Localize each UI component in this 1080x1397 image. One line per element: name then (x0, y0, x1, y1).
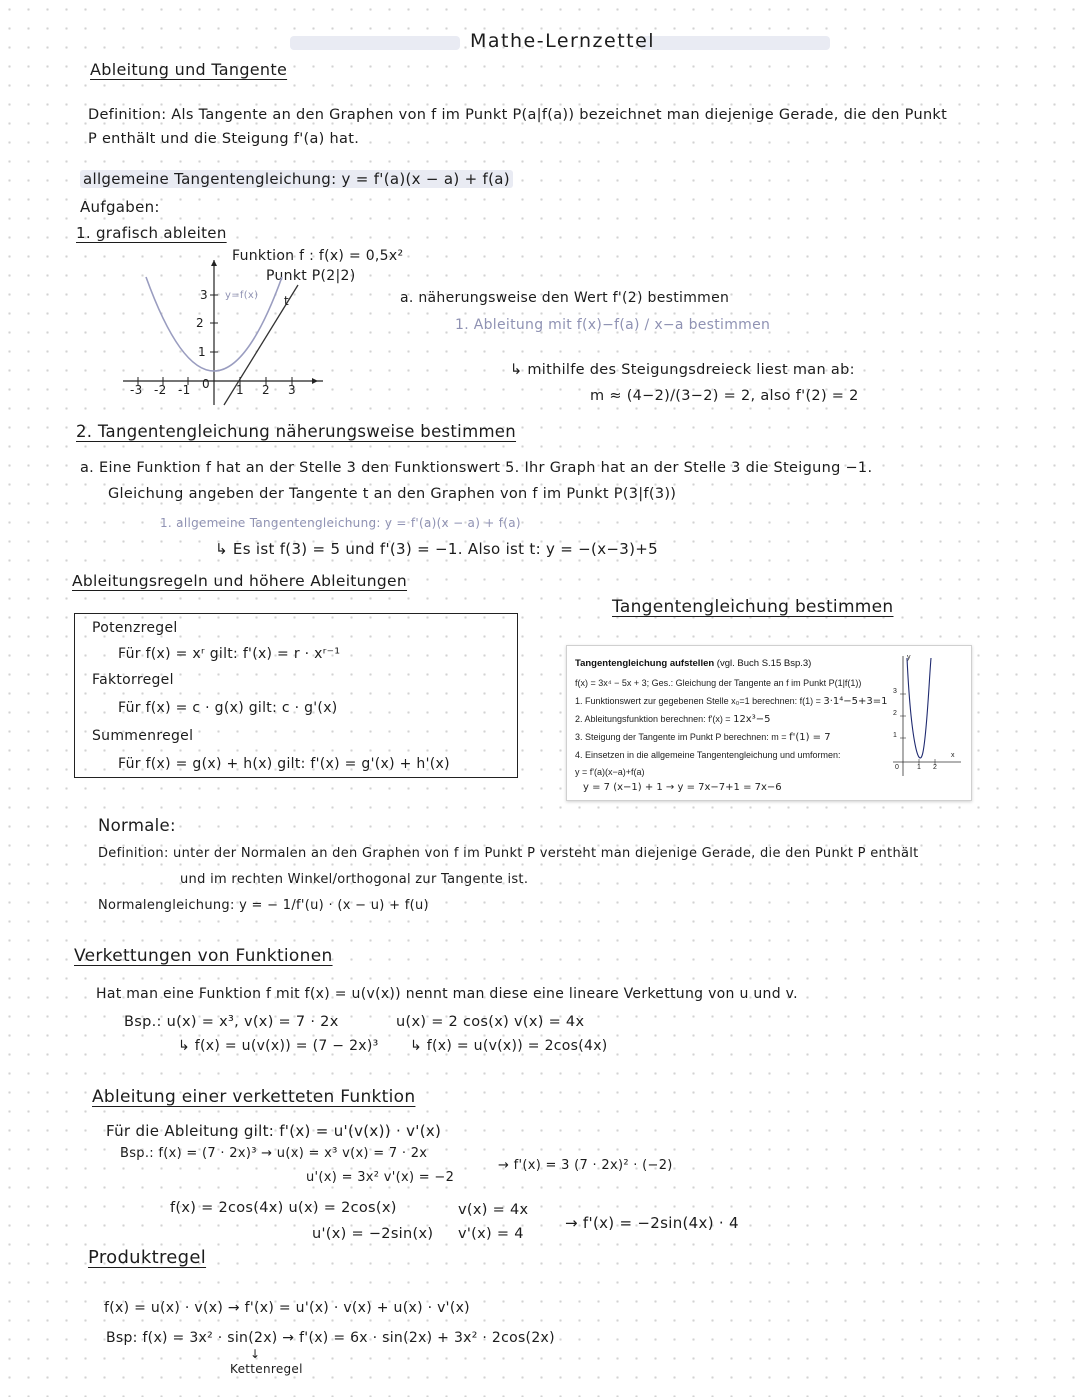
card-step3 (575, 732, 831, 743)
card-step3-hw: f'(1) = 7 (789, 732, 831, 743)
section-heading-ableitungsregeln: Ableitungsregeln und höhere Ableitungen (72, 572, 408, 590)
card-step2 (575, 714, 770, 725)
derivative-rules-box (74, 613, 518, 778)
graph-x-tick-0: 0 (202, 377, 210, 391)
card-step2-hw: 12x³−5 (733, 714, 771, 725)
tasks-label: Aufgaben: (80, 198, 160, 216)
normale-definition-line1: Definition: unter der Normalen an den Graphen von f im Punkt P versteht man diejenige Gerade, die den Punkt P enthält (98, 846, 919, 861)
kettenregel-example2-result: → f'(x) = −2sin(4x) · 4 (565, 1214, 739, 1232)
title-highlight-left (290, 36, 460, 50)
card-eq-handwritten: y = 7 (x−1) + 1 → y = 7x−7+1 = 7x−6 (583, 782, 782, 793)
kettenregel-example1: Bsp.: f(x) = (7 · 2x)³ → u(x) = x³ v(x) = 7 · 2x (120, 1146, 428, 1161)
verkettung-intro: Hat man eine Funktion f mit f(x) = u(v(x)) nennt man diese eine lineare Verkettung von u und v. (96, 986, 798, 1002)
card-step3-text: 3. Steigung der Tangente im Punkt P berechnen: m = (575, 732, 790, 742)
graph-y-tick-2: 2 (196, 316, 204, 330)
produktregel-example: Bsp: f(x) = 3x² · sin(2x) → f'(x) = 6x · sin(2x) + 3x² · 2cos(2x) (106, 1330, 555, 1346)
card-step1-hw: 3·1⁴−5+3=1 (823, 696, 888, 707)
verkettung-example2-result: ↳ f(x) = u(v(x)) = 2cos(4x) (410, 1038, 608, 1054)
verkettung-example1: Bsp.: u(x) = x³, v(x) = 7 · 2x (124, 1014, 339, 1030)
kettenregel-example2-vderiv: v'(x) = 4 (458, 1226, 524, 1242)
graph-function-label: Funktion f : f(x) = 0,5x² (232, 248, 404, 264)
card-title-ref: (vgl. Buch S.15 Bsp.3) (714, 658, 812, 669)
kettenregel-example2-v: v(x) = 4x (458, 1202, 529, 1218)
graph-curve-label: y=f(x) (225, 290, 259, 301)
card-graph (889, 652, 965, 780)
card-given: f(x) = 3x⁴ − 5x + 3; Ges.: Gleichung der Tangente an f im Punkt P(1|f(1)) (575, 678, 862, 688)
graph-x-tick-1: 1 (236, 383, 244, 397)
task2-result: ↳ Es ist f(3) = 5 und f'(3) = −1. Also ist t: y = −(x−3)+5 (215, 540, 658, 558)
section-heading-verkettungen: Verkettungen von Funktionen (74, 946, 333, 966)
card-step2-text: 2. Ableitungsfunktion berechnen: f'(x) = (575, 714, 734, 724)
card-graph-axis-x: x (951, 752, 955, 759)
graph-x-tick-n1: -1 (178, 383, 191, 397)
graph-x-tick-3: 3 (288, 383, 296, 397)
general-tangent-equation (80, 170, 513, 188)
card-graph-x2: 2 (933, 764, 937, 771)
section-heading-ableitung-tangente: Ableitung und Tangente (90, 60, 288, 79)
card-eq: y = f'(a)(x−a)+f(a) (575, 767, 645, 777)
card-step4: 4. Einsetzen in die allgemeine Tangentengleichung und umformen: (575, 750, 841, 760)
title-highlight-right (640, 36, 830, 50)
rule-formula-faktorregel: Für f(x) = c · g(x) gilt: c · g'(x) (118, 700, 338, 716)
produktregel-note: Kettenregel (230, 1362, 303, 1376)
normalengleichung: Normalengleichung: y = − 1/f'(u) · (x − u) + f(u) (98, 898, 429, 913)
graph-x-tick-2: 2 (262, 383, 270, 397)
card-graph-y2: 2 (893, 710, 897, 717)
kettenregel-example1-result: → f'(x) = 3 (7 · 2x)² · (−2) (498, 1158, 673, 1173)
graph-x-tick-n2: -2 (154, 383, 167, 397)
card-graph-x1: 1 (917, 764, 921, 771)
kettenregel-example2-uderiv: u'(x) = −2sin(x) (312, 1226, 434, 1242)
step-a: a. näherungsweise den Wert f'(2) bestimmen (400, 290, 730, 306)
section-heading-normale: Normale: (98, 816, 176, 835)
tangent-definition-line1: Definition: Als Tangente an den Graphen von f im Punkt P(a|f(a)) bezeichnet man diejenige Gerade, die den Punkt (88, 107, 948, 123)
graph-x-tick-n3: -3 (130, 383, 143, 397)
card-step1-text: 1. Funktionswert zur gegebenen Stelle x₀=1 berechnen: f(1) = (575, 696, 824, 706)
rule-name-faktorregel: Faktorregel (92, 672, 174, 688)
verkettung-example1-result: ↳ f(x) = u(v(x)) = (7 − 2x)³ (178, 1038, 379, 1054)
card-title (575, 658, 811, 669)
rule-formula-summenregel: Für f(x) = g(x) + h(x) gilt: f'(x) = g'(x) + h'(x) (118, 756, 450, 772)
tangent-example-card (566, 645, 972, 801)
rule-name-summenregel: Summenregel (92, 728, 194, 744)
kettenregel-rule: Für die Ableitung gilt: f'(x) = u'(v(x)) · v'(x) (106, 1122, 442, 1140)
card-step1 (575, 696, 888, 707)
task2-step1: 1. allgemeine Tangentengleichung: y = f'(a)(x − a) + f(a) (160, 516, 521, 530)
general-tangent-equation-text: allgemeine Tangentengleichung: y = f'(a)(x − a) + f(a) (80, 170, 513, 188)
step-a1: 1. Ableitung mit f(x)−f(a) / x−a bestimmen (455, 317, 771, 333)
section-heading-produktregel: Produktregel (88, 1247, 207, 1268)
card-graph-y3: 3 (893, 688, 897, 695)
tangent-definition-line2: P enthält und die Steigung f'(a) hat. (88, 131, 360, 147)
task1-heading: 1. grafisch ableiten (76, 224, 227, 242)
task2-line1: a. Eine Funktion f hat an der Stelle 3 den Funktionswert 5. Ihr Graph hat an der Stelle 3 die Steigung −1. (80, 460, 873, 476)
graph-y-tick-1: 1 (198, 345, 206, 359)
step-a2-text: ↳ mithilfe des Steigungsdreieck liest man ab: (510, 362, 855, 378)
section-heading-ableitung-verkettet: Ableitung einer verketteten Funktion (92, 1087, 416, 1107)
normale-definition-line2: und im rechten Winkel/orthogonal zur Tangente ist. (180, 872, 529, 887)
step-a2 (510, 362, 855, 378)
card-graph-x0: 0 (895, 764, 899, 771)
card-graph-y1: 1 (893, 732, 897, 739)
parabola-graph (118, 255, 333, 410)
card-title-text: Tangentengleichung aufstellen (575, 658, 715, 669)
card-graph-axis-y: y (907, 654, 911, 661)
side-heading-tangentengleichung-bestimmen: Tangentengleichung bestimmen (612, 597, 894, 617)
section-heading-tangentengleichung: 2. Tangentengleichung näherungsweise bestimmen (76, 422, 517, 441)
produktregel-arrow: ↓ (250, 1347, 261, 1361)
graph-point-label: Punkt P(2|2) (266, 268, 356, 284)
graph-y-tick-3: 3 (200, 288, 208, 302)
page-title: Mathe-Lernzettel (470, 30, 656, 52)
kettenregel-example1-derivs: u'(x) = 3x² v'(x) = −2 (306, 1170, 455, 1185)
step-a3: m ≈ (4−2)/(3−2) = 2, also f'(2) = 2 (590, 388, 859, 404)
task2-line2: Gleichung angeben der Tangente t an den Graphen von f im Punkt P(3|f(3)) (108, 486, 677, 502)
rule-formula-potenzregel: Für f(x) = xʳ gilt: f'(x) = r · xʳ⁻¹ (118, 646, 341, 662)
kettenregel-example2: f(x) = 2cos(4x) u(x) = 2cos(x) (170, 1200, 397, 1216)
graph-tangent-label: t (284, 294, 290, 308)
rule-name-potenzregel: Potenzregel (92, 620, 178, 636)
verkettung-example2: u(x) = 2 cos(x) v(x) = 4x (396, 1014, 585, 1030)
produktregel-rule: f(x) = u(x) · v(x) → f'(x) = u'(x) · v(x) + u(x) · v'(x) (104, 1300, 470, 1316)
